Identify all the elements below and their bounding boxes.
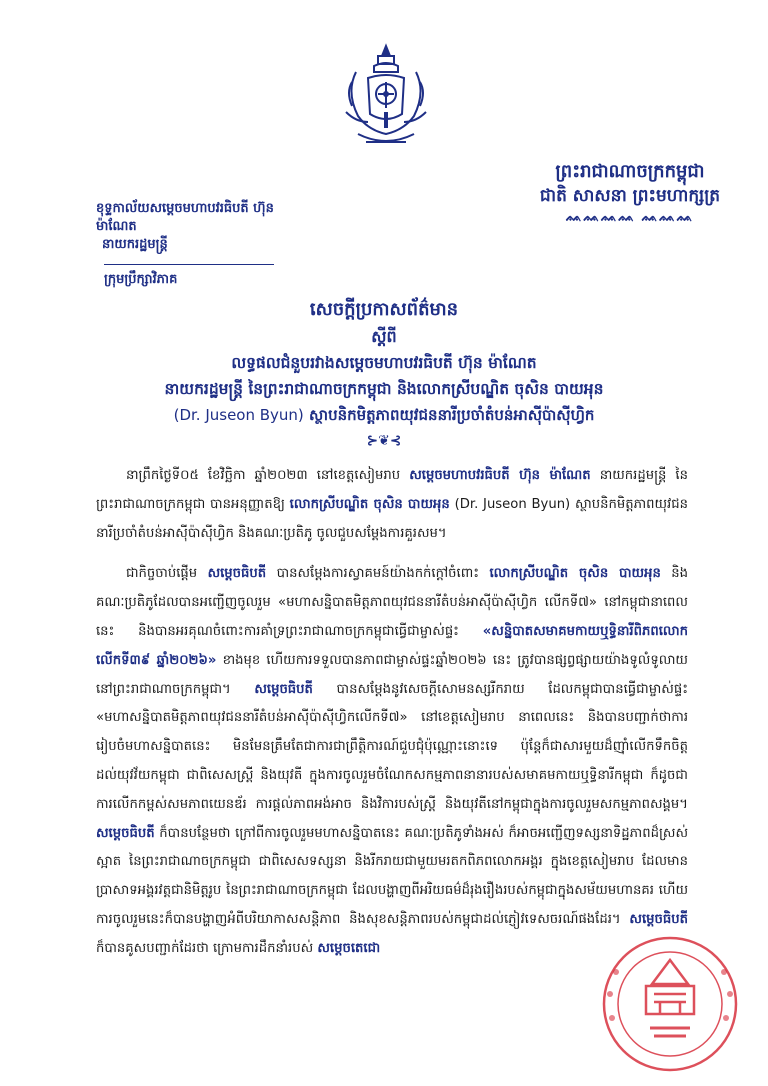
title-line-3: លទ្ធផលជំនួបរវាងសម្តេចមហាបវរធិបតី ហ៊ុន ម៉ាណែត	[231, 354, 537, 372]
bold-name: សម្តេចតេជោ	[317, 940, 381, 956]
kingdom-heading	[520, 160, 740, 226]
national-motto: ជាតិ សាសនា ព្រះមហាក្សត្រ	[539, 186, 721, 206]
office-divider	[104, 264, 274, 265]
royal-arms-emblem-icon	[338, 42, 434, 152]
title-ornament: ⊱❦⊰	[366, 433, 402, 449]
bold-name: សម្តេចធិបតី	[629, 911, 688, 927]
bold-name: សម្តេចធិបតី	[254, 681, 313, 697]
kingdom-name: ព្រះរាជាណាចក្រកម្ពុជា	[555, 161, 705, 182]
press-release-title	[60, 296, 708, 450]
office-name-line2: នាយករដ្ឋមន្ត្រី	[102, 237, 168, 252]
text-run: ក៏បានបន្ថែមថា ក្រៅពីការចូលរួមមហាសន្និបាតនេះ គណៈប្រតិភូទាំងអស់ ក៏អាចអញ្ជើញទស្សនាទិដ្ឋភាពដ៏ស្រស់ស្អាត នៃព្រះរាជាណាចក្រកម្ពុជា ជាពិសេសទស្សនា និងរីករាយជាមួយមរតកពិភពលោកអង្គរ ក្នុងខេត្តសៀមរាប ដែលមានប្រាសាទអង្គរវត្តជានិមិត្តរូប នៃព្រះរាជាណាចក្រកម្ពុជា ដែលបង្ហាញពីអរិយធម៌ដ៏រុងរឿងរបស់កម្ពុជាក្នុងសម័យមហានគរ ហើយការចូលរួមនេះក៏បានបង្ហាញអំពីបរិយាកាសសន្តិភាព និងសុខសន្តិភាពរបស់កម្ពុជាដល់ភ្ញៀវទេសចរណ៍ផងដែរ។	[96, 825, 688, 927]
text-run: បានសម្តែងនូវសេចក្តីសោមនស្សរីករាយ ដែលកម្ពុជាបានធ្វើជាម្ចាស់ផ្ទះ «មហាសន្និបាតមិត្តភាពយុវជននារីតំបន់អាស៊ីប៉ាស៊ីហ្វិកលើកទី៧» នៅខេត្តសៀមរាប នាពេលនេះ និងបានបញ្ជាក់ថាការរៀបចំមហាសន្និបាតនេះ មិនមែនត្រឹមតែជាការជាព្រឹត្តិការណ៍ជួបជុំប៉ុណ្ណោះនោះទេ ប៉ុន្តែក៏ជាសារមួយដ៏ញ៉ាំលើកទឹកចិត្តដល់យុវវ័យកម្ពុជា ជាពិសេសស្ត្រី និងយុវតី ក្នុងការចូលរួមចំណែកសកម្មភាពនានារបស់សមាគមកាយឬទ្ធិនារីកម្ពុជា ក៏ដូចជាការលើកកម្ពស់សមភាពយេនឌ័រ ការផ្តល់ភាពអង់អាច និងវិការបស់ស្ត្រី និងយុវតីនៅកម្ពុជាក្នុងការចូលរួមសកម្មភាពសង្គម។	[96, 681, 688, 812]
body-text	[96, 462, 688, 976]
paragraph-2	[96, 560, 688, 963]
bold-name: លោកស្រីបណ្ឌិត ចុសិន បាយអុន	[289, 496, 450, 512]
title-line-1: សេចក្តីប្រកាសព័ត៌មាន	[309, 299, 459, 320]
title-line-4: នាយករដ្ឋមន្ត្រី នៃព្រះរាជាណាចក្រកម្ពុជា និងលោកស្រីបណ្ឌិត ចុសិន បាយអុន	[164, 380, 604, 398]
text-run: ក៏បានគូសបញ្ជាក់ដែរថា ក្រោមការដឹកនាំរបស់	[96, 940, 318, 956]
office-name-line1: ខុទ្ទកាល័យសម្តេចមហាបវរធិបតី ហ៊ុន ម៉ាណែត	[96, 201, 274, 234]
title-line-5	[60, 402, 708, 428]
text-run: បានសម្តែងការស្វាគមន៍យ៉ាងកក់ក្តៅចំពោះ	[266, 566, 490, 582]
bold-name: លោកស្រីបណ្ឌិត ចុសិន បាយអុន	[489, 566, 661, 582]
heading-ornament: ᨐᨐᨐᨐ ᨐᨐᨐ	[565, 209, 695, 225]
text-run: នាយករដ្ឋមន្ត្រី នៃព្រះរាជាណាចក្រកម្ពុជា បានអនុញ្ញាតឱ្យ	[96, 468, 688, 512]
title-line-5-text: ស្ថាបនិកមិត្តភាពយុវជននារីប្រចាំតំបន់អាស៊ីប៉ាស៊ីហ្វិក	[309, 406, 595, 424]
bold-name: សម្តេចធិបតី	[207, 566, 267, 582]
bold-name: សម្តេចមហាបវរធិបតី ហ៊ុន ម៉ាណែត	[409, 468, 591, 483]
title-line-2: ស្តីពី	[371, 327, 397, 346]
official-red-seal-icon	[570, 924, 740, 1074]
paragraph-1	[96, 462, 688, 548]
text-run: (Dr. Juseon Byun) ស្ថាបនិកមិត្តភាពយុវជននារីប្រចាំតំបន់អាស៊ីប៉ាស៊ីហ្វិក និងគណៈប្រតិភូ ចូលជួបសម្តែងការគួរសម។	[96, 496, 688, 541]
text-run: ខាងមុខ ហើយការទទួលបានភាពជាម្ចាស់ផ្ទះឆ្នាំ២០២៦ នេះ ត្រូវបានផ្សព្វផ្សាយយ៉ាងទូលំទូលាយនៅព្រះរាជាណាចក្រកម្ពុជា។	[96, 652, 688, 697]
text-run: ជាកិច្ចចាប់ផ្តើម	[126, 566, 208, 582]
bold-event-name: «សន្និបាតសមាគមកាយឬទ្ធិនារីពិភពលោកលើកទី៣៩ ឆ្នាំ២០២៦»	[96, 623, 688, 668]
bold-name: សម្តេចធិបតី	[96, 825, 155, 841]
text-run: នាព្រឹកថ្ងៃទី០៥ ខែវិច្ឆិកា ឆ្នាំ២០២៣ នៅខេត្តសៀមរាប	[126, 468, 410, 483]
latin-name: (Dr. Juseon Byun)	[173, 406, 304, 424]
department-name: ក្រុមប្រឹក្សាវិភាគ	[104, 272, 178, 287]
text-run: និងគណៈប្រតិភូដែលបានអញ្ជើញចូលរួម «មហាសន្និបាតមិត្តភាពយុវជននារីតំបន់អាស៊ីប៉ាស៊ីហ្វិក លើកទី៧» នៅកម្ពុជានាពេលនេះ និងបានអរគុណចំពោះការគាំទ្រព្រះរាជាណាចក្រកម្ពុជាធ្វើជាម្ចាស់ផ្ទះ	[96, 566, 688, 639]
issuing-office	[96, 200, 296, 289]
